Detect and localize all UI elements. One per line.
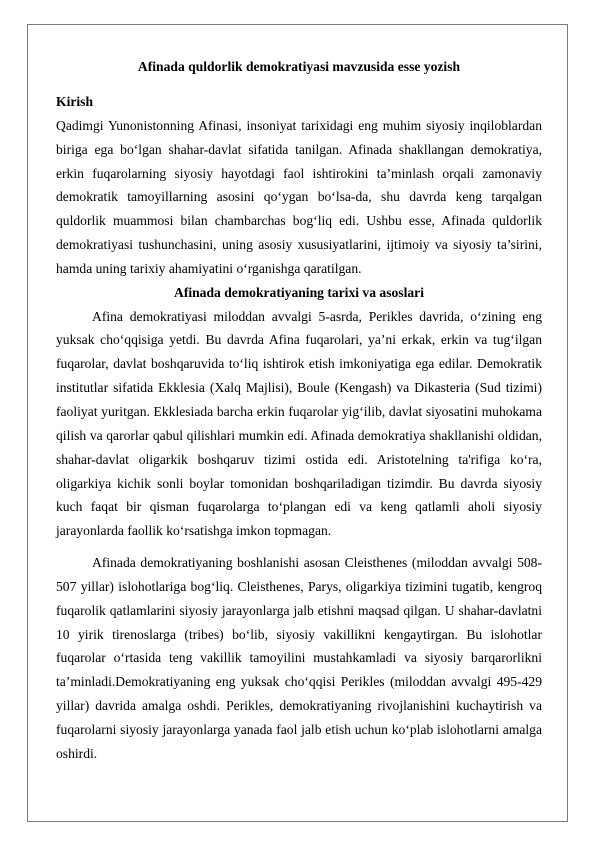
intro-heading: Kirish [56, 94, 94, 109]
intro-paragraph: Qadimgi Yunonistonning Afinasi, insoniyat tarixidagi eng muhim siyosiy inqiloblardan biriga ega bo‘lgan shahar-davlat sifatida tanilgan. Afinada shakllangan demokratiya, erkin fuqarolarning siyosiy hayotdagi faol ishtirokini ta’minlash orqali zamonaviy demokratik tamoyillarning asosini qo‘ygan bo‘lsa-da, shu davrda keng tarqalgan quldorlik muammosi bilan chambarchas bog‘liq edi. Ushbu esse, Afinada quldorlik demokratiyasi tushunchasini, uning asosiy xususiyatlarini, ijtimoiy va siyosiy ta’sirini, hamda uning tarixiy ahamiyatini o‘rganishga qaratilgan. [56, 117, 542, 276]
body-paragraph-1: Afina demokratiyasi miloddan avvalgi 5-asrda, Perikles davrida, o‘zining eng yuksak cho‘qqisiga yetdi. Bu davrda Afina fuqarolari, ya’ni erkak, erkin va tug‘ilgan fuqarolar, davlat boshqaruvida to‘liq ishtirok etish imkoniyatiga ega edilar. Demokratik institutlar sifatida Ekklesia (Xalq Majlisi), Boule (Kengash) va Dikasteria (Sud tizimi) faoliyat yuritgan. Ekklesiada barcha erkin fuqarolar yig‘ilib, davlat siyosatini muhokama qilish va qarorlar qabul qilishlari mumkin edi. Afinada demokratiya shakllanishi oldidan, shahar-davlat oligarkik boshqaruv tizimi ostida edi. Aristotelning ta'rifiga ko‘ra, oligarkiya kichik sonli boylar tomonidan boshqariladigan tizimdir. Bu davrda siyosiy kuch faqat bir qisman fuqarolarga to‘plangan edi va keng qatlamli aholi siyosiy jarayonlarda faollik ko‘rsatishga imkon topmagan. [56, 308, 542, 539]
document-title: Afinada quldorlik demokratiyasi mavzusida esse yozish [137, 59, 461, 74]
body-paragraph-2: Afinada demokratiyaning boshlanishi asosan Cleisthenes (miloddan avvalgi 508-507 yillar) islohotlariga bog‘liq. Cleisthenes, Parys, oligarkiya tizimini tugatib, kengroq fuqarolik qatlamlarini siyosiy jarayonlarga jalb etishni maqsad qilgan. U shahar-davlatni 10 yirik tirenoslarga (tribes) bo‘lib, siyosiy vakillikni kengaytirgan. Bu islohotlar fuqarolar o‘rtasida teng vakillik tamoyilini mustahkamladi va siyosiy barqarorlikni ta’minladi.Demokratiyaning eng yuksak cho‘qqisi Perikles (miloddan avvalgi 495-429 yillar) davrida amalga oshdi. Perikles, demokratiyaning rivojlanishini kuchaytirish va fuqarolarni siyosiy jarayonlarga yanada faol jalb etish uchun ko‘plab islohotlarni amalga oshirdi. [56, 555, 542, 761]
document-body [56, 58, 542, 766]
section-heading: Afinada demokratiyaning tarixi va asoslari [174, 284, 424, 300]
